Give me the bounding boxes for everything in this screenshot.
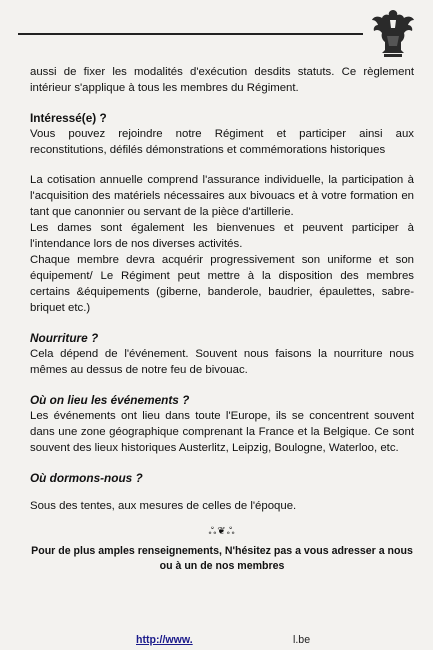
heading-interesse: Intéressé(e) ? [30,111,107,125]
heading-lieu: Où on lieu les événements ? [30,393,190,407]
website-domain-suffix: l.be [293,634,311,646]
ornament-divider: ஃ❦ஃ [208,526,236,537]
paragraph-dormons: Sous des tentes, aux mesures de celles de l'époque. [30,500,297,512]
footer-contact [30,544,414,574]
document-body [30,64,414,574]
header-rule [18,33,363,35]
imperial-eagle-icon [368,6,418,60]
paragraph-cotisation: La cotisation annuelle comprend l'assurance individuelle, la participation à l'acquisition des matériels nécessaires aux bivouacs et à votre formation en tant que canonnier ou servant de la pièce d'artillerie. [30,174,414,218]
heading-nourriture: Nourriture ? [30,331,99,345]
paragraph-nourriture: Cela dépend de l'événement. Souvent nous faisons la nourriture nous mêmes au dessus de notre feu de bivouac. [30,348,414,376]
paragraph-equipement: Chaque membre devra acquérir progressivement son uniforme et son équipement/ Le Régiment peut mettre à la disposition des membres certains &équipements (giberne, banderole, baudrier, épaulettes, sabre-briquet etc.) [30,254,414,314]
website-row [0,634,433,648]
footer-line-1: Pour de plus amples renseignements, N'hésitez pas a vous adresser a nous [31,545,413,557]
paragraph-dames: Les dames sont également les bienvenues et peuvent participer à l'intendance lors de nos diverses activités. [30,222,414,250]
paragraph-rejoindre: Vous pouvez rejoindre notre Régiment et participer ainsi aux reconstitutions, défilés démonstrations et commémorations historiques [30,128,414,156]
paragraph-lieu: Les événements ont lieu dans toute l'Europe, ils se concentrent souvent dans une zone géographique comprenant la France et la Belgique. Ce sont souvent des lieux historiques Austerlitz, Leipzig, Boulogne, Waterloo, etc. [30,410,414,454]
footer-line-2: ou à un de nos membres [159,560,285,572]
heading-dormons: Où dormons-nous ? [30,471,143,485]
website-link[interactable]: http://www. [136,634,193,646]
intro-paragraph: aussi de fixer les modalités d'exécution desdits statuts. Ce règlement intérieur s'applique à tous les membres du Régiment. [30,66,414,94]
